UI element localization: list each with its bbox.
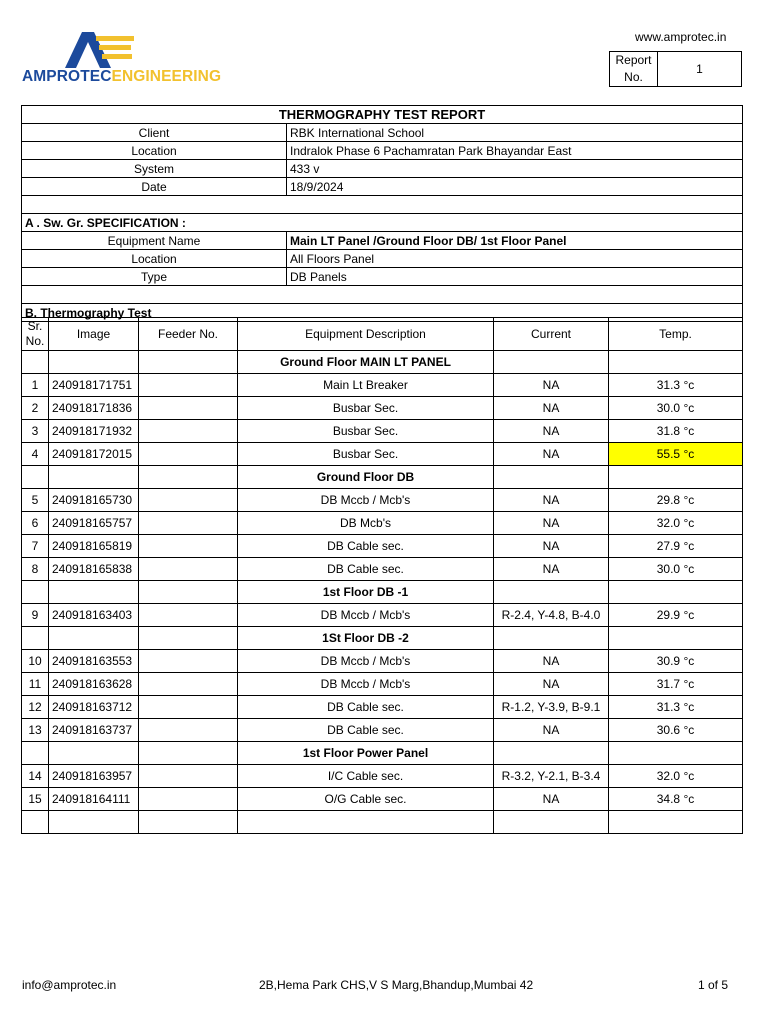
row-description: DB Mccb / Mcb's (238, 604, 494, 627)
row-feeder (139, 535, 238, 558)
row-image: 240918163737 (49, 719, 139, 742)
logo-text (22, 68, 221, 86)
row-feeder (139, 765, 238, 788)
row-temp: 30.9 °c (609, 650, 743, 673)
section-row (22, 627, 743, 650)
row-image (49, 466, 139, 489)
row-image (49, 811, 139, 834)
row-image: 240918165819 (49, 535, 139, 558)
row-temp: 30.6 °c (609, 719, 743, 742)
section-row (22, 581, 743, 604)
row-image: 240918163553 (49, 650, 139, 673)
row-feeder (139, 397, 238, 420)
row-feeder (139, 650, 238, 673)
row-feeder (139, 742, 238, 765)
logo-mark (60, 30, 170, 70)
row-description: Busbar Sec. (238, 397, 494, 420)
row-temp (609, 581, 743, 604)
row-image: 240918163628 (49, 673, 139, 696)
row-temp: 29.8 °c (609, 489, 743, 512)
row-feeder (139, 489, 238, 512)
row-current (494, 627, 609, 650)
col-header-sr-line2: No. (25, 334, 45, 348)
table-row (22, 420, 743, 443)
row-description: DB Mccb / Mcb's (238, 489, 494, 512)
row-image (49, 581, 139, 604)
client-label: Client (22, 124, 287, 142)
col-header-feeder: Feeder No. (139, 318, 238, 351)
thermography-table (21, 317, 743, 834)
equipment-label: Equipment Name (22, 232, 287, 250)
row-image (49, 627, 139, 650)
row-sr (22, 581, 49, 604)
table-row (22, 512, 743, 535)
col-header-temp: Temp. (609, 318, 743, 351)
row-feeder (139, 374, 238, 397)
row-current: NA (494, 512, 609, 535)
row-current: NA (494, 788, 609, 811)
report-title: THERMOGRAPHY TEST REPORT (22, 106, 743, 124)
row-description (238, 811, 494, 834)
report-number-value: 1 (696, 62, 703, 76)
footer-page-number: 1 of 5 (698, 978, 729, 992)
row-image: 240918165838 (49, 558, 139, 581)
row-description: Main Lt Breaker (238, 374, 494, 397)
row-sr: 12 (22, 696, 49, 719)
row-feeder (139, 673, 238, 696)
table-row (22, 397, 743, 420)
row-sr: 5 (22, 489, 49, 512)
row-current: NA (494, 558, 609, 581)
row-sr (22, 351, 49, 374)
report-label-line1: Report (615, 53, 652, 67)
row-description: Ground Floor DB (238, 466, 494, 489)
row-description: DB Mccb / Mcb's (238, 673, 494, 696)
row-sr (22, 811, 49, 834)
row-sr (22, 742, 49, 765)
row-temp: 55.5 °c (609, 443, 743, 466)
row-temp: 31.7 °c (609, 673, 743, 696)
row-image: 240918163957 (49, 765, 139, 788)
col-header-current: Current (494, 318, 609, 351)
type-label: Type (22, 268, 287, 286)
row-description: DB Mcb's (238, 512, 494, 535)
row-description: DB Cable sec. (238, 558, 494, 581)
row-description: DB Cable sec. (238, 696, 494, 719)
client-value: RBK International School (287, 124, 743, 142)
system-label: System (22, 160, 287, 178)
row-description: I/C Cable sec. (238, 765, 494, 788)
row-sr: 3 (22, 420, 49, 443)
row-current (494, 581, 609, 604)
spacer-row (22, 196, 743, 214)
row-feeder (139, 443, 238, 466)
table-row (22, 604, 743, 627)
test-heading: B. Thermography Test (22, 304, 743, 322)
row-feeder (139, 788, 238, 811)
row-feeder (139, 351, 238, 374)
row-temp (609, 351, 743, 374)
row-sr: 10 (22, 650, 49, 673)
row-sr: 13 (22, 719, 49, 742)
col-header-sr-line1: Sr. (27, 319, 43, 333)
row-current: NA (494, 443, 609, 466)
table-row (22, 788, 743, 811)
col-header-image: Image (49, 318, 139, 351)
table-row (22, 673, 743, 696)
row-current (494, 351, 609, 374)
row-temp: 31.3 °c (609, 374, 743, 397)
row-feeder (139, 581, 238, 604)
row-sr: 11 (22, 673, 49, 696)
report-label-line2: No. (624, 70, 643, 84)
blank-row (22, 811, 743, 834)
row-temp: 34.8 °c (609, 788, 743, 811)
row-sr: 4 (22, 443, 49, 466)
row-image: 240918165730 (49, 489, 139, 512)
row-description: DB Cable sec. (238, 719, 494, 742)
company-logo (22, 30, 222, 90)
row-feeder (139, 696, 238, 719)
row-current: R-1.2, Y-3.9, B-9.1 (494, 696, 609, 719)
footer-address: 2B,Hema Park CHS,V S Marg,Bhandup,Mumbai 42 (259, 978, 534, 992)
row-sr: 15 (22, 788, 49, 811)
row-sr: 8 (22, 558, 49, 581)
row-current: R-2.4, Y-4.8, B-4.0 (494, 604, 609, 627)
date-label: Date (22, 178, 287, 196)
row-description: 1st Floor Power Panel (238, 742, 494, 765)
column-header-row (22, 318, 743, 351)
row-current: NA (494, 397, 609, 420)
section-row (22, 466, 743, 489)
date-value: 18/9/2024 (287, 178, 743, 196)
row-temp: 32.0 °c (609, 512, 743, 535)
row-current: NA (494, 420, 609, 443)
row-current: NA (494, 535, 609, 558)
row-description: O/G Cable sec. (238, 788, 494, 811)
row-temp (609, 466, 743, 489)
row-temp (609, 627, 743, 650)
footer-email[interactable]: info@amprotec.in (22, 978, 117, 992)
row-image: 240918165757 (49, 512, 139, 535)
row-sr: 1 (22, 374, 49, 397)
row-description: Ground Floor MAIN LT PANEL (238, 351, 494, 374)
row-current (494, 742, 609, 765)
row-current: NA (494, 719, 609, 742)
row-description: DB Mccb / Mcb's (238, 650, 494, 673)
row-temp: 30.0 °c (609, 558, 743, 581)
row-current (494, 811, 609, 834)
row-image: 240918163403 (49, 604, 139, 627)
row-sr (22, 627, 49, 650)
system-value: 433 v (287, 160, 743, 178)
row-sr: 7 (22, 535, 49, 558)
table-row (22, 489, 743, 512)
spec-location-label: Location (22, 250, 287, 268)
report-info-table (21, 105, 743, 322)
col-header-sr (22, 318, 49, 351)
row-temp: 31.8 °c (609, 420, 743, 443)
report-number-box (609, 51, 742, 87)
col-header-desc: Equipment Description (238, 318, 494, 351)
row-temp: 27.9 °c (609, 535, 743, 558)
table-row (22, 374, 743, 397)
row-temp: 30.0 °c (609, 397, 743, 420)
row-temp (609, 811, 743, 834)
spec-heading: A . Sw. Gr. SPECIFICATION : (22, 214, 743, 232)
row-current: NA (494, 374, 609, 397)
row-description: Busbar Sec. (238, 443, 494, 466)
row-description: Busbar Sec. (238, 420, 494, 443)
row-image: 240918171836 (49, 397, 139, 420)
row-current: NA (494, 489, 609, 512)
row-description: 1st Floor DB -1 (238, 581, 494, 604)
spacer-row (22, 286, 743, 304)
section-row (22, 742, 743, 765)
location-value: Indralok Phase 6 Pachamratan Park Bhayandar East (287, 142, 743, 160)
row-sr: 2 (22, 397, 49, 420)
row-description: 1St Floor DB -2 (238, 627, 494, 650)
table-row (22, 719, 743, 742)
section-row (22, 351, 743, 374)
logo-text-part2: ENGINEERING (111, 68, 222, 85)
row-feeder (139, 420, 238, 443)
row-temp: 31.3 °c (609, 696, 743, 719)
row-image: 240918164111 (49, 788, 139, 811)
row-feeder (139, 811, 238, 834)
logo-text-part1: AMPROTEC (22, 68, 112, 85)
row-temp (609, 742, 743, 765)
row-sr: 6 (22, 512, 49, 535)
table-row (22, 765, 743, 788)
row-image: 240918171751 (49, 374, 139, 397)
table-row (22, 443, 743, 466)
row-current: R-3.2, Y-2.1, B-3.4 (494, 765, 609, 788)
spec-location-value: All Floors Panel (287, 250, 743, 268)
row-image: 240918171932 (49, 420, 139, 443)
website-link[interactable]: www.amprotec.in (635, 30, 727, 44)
equipment-value: Main LT Panel /Ground Floor DB/ 1st Floor Panel (287, 232, 743, 250)
row-feeder (139, 604, 238, 627)
row-sr: 14 (22, 765, 49, 788)
table-row (22, 696, 743, 719)
row-image (49, 742, 139, 765)
row-feeder (139, 719, 238, 742)
row-current: NA (494, 650, 609, 673)
row-temp: 29.9 °c (609, 604, 743, 627)
row-feeder (139, 466, 238, 489)
row-description: DB Cable sec. (238, 535, 494, 558)
row-current: NA (494, 673, 609, 696)
row-feeder (139, 512, 238, 535)
type-value: DB Panels (287, 268, 743, 286)
report-number-label (610, 52, 658, 86)
row-sr (22, 466, 49, 489)
table-row (22, 558, 743, 581)
row-feeder (139, 627, 238, 650)
row-image (49, 351, 139, 374)
location-label: Location (22, 142, 287, 160)
row-image: 240918172015 (49, 443, 139, 466)
row-current (494, 466, 609, 489)
row-sr: 9 (22, 604, 49, 627)
row-temp: 32.0 °c (609, 765, 743, 788)
table-row (22, 650, 743, 673)
row-image: 240918163712 (49, 696, 139, 719)
row-feeder (139, 558, 238, 581)
table-row (22, 535, 743, 558)
